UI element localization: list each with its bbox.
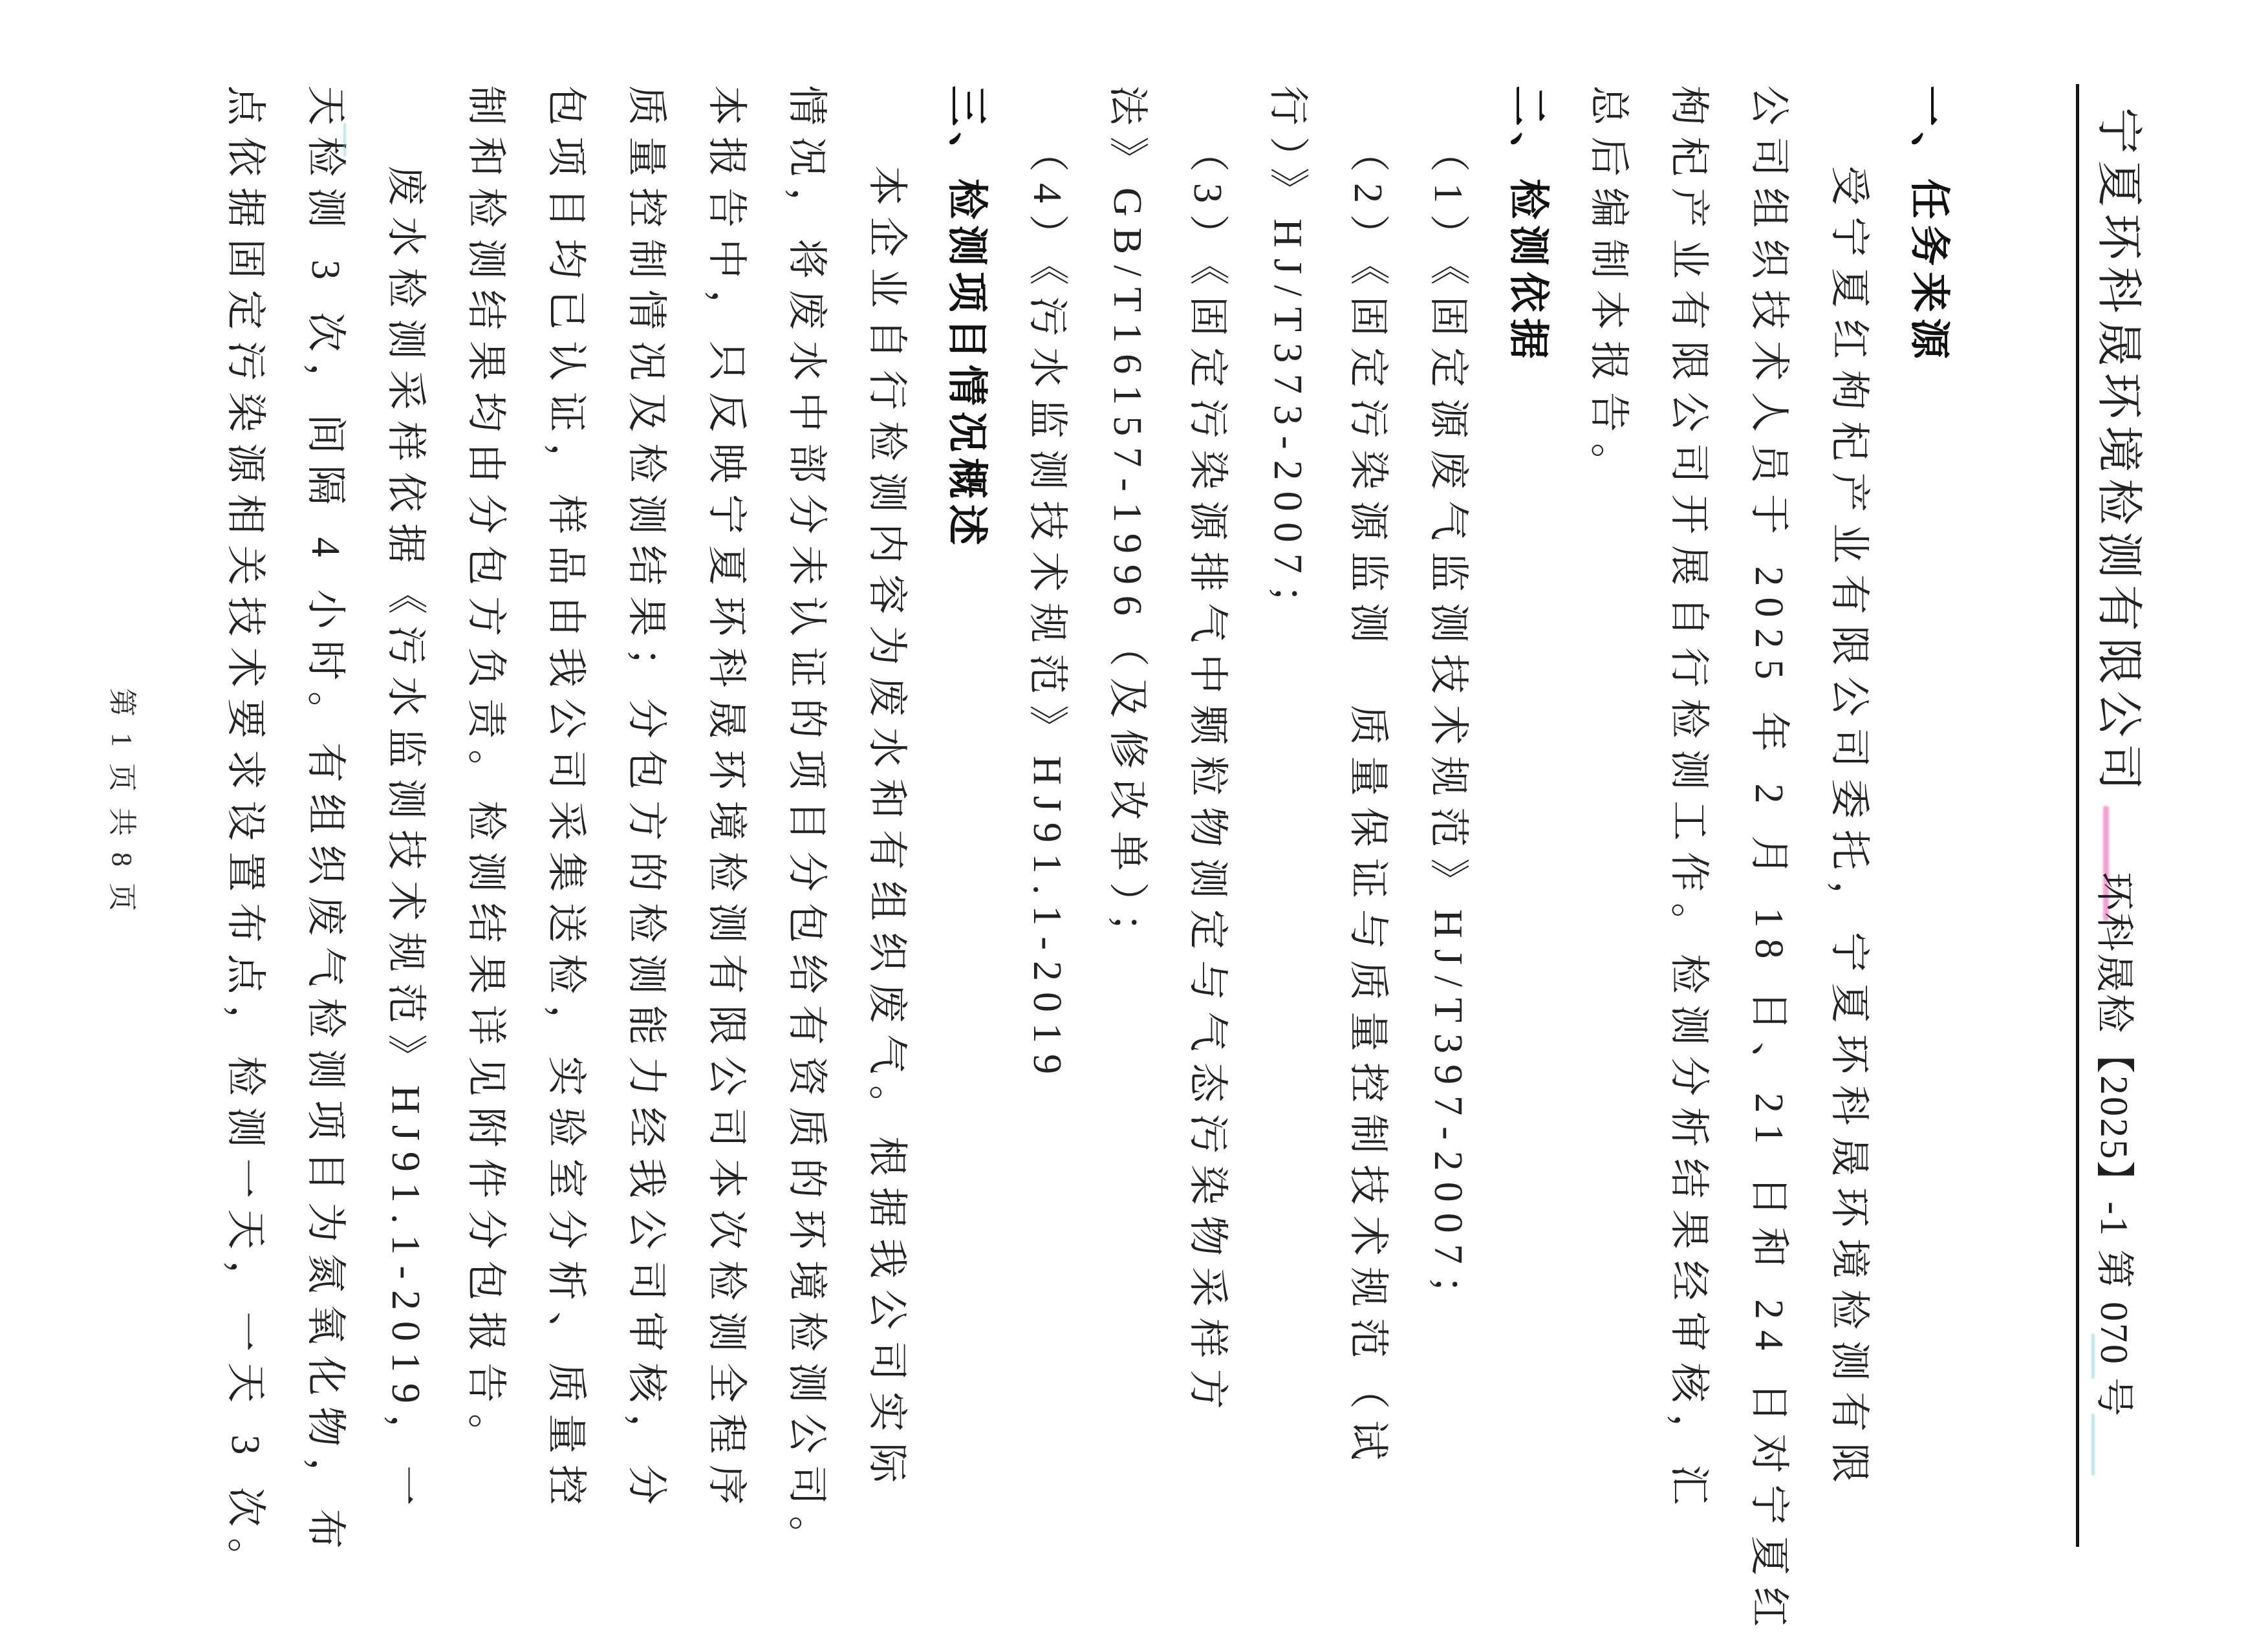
text-line: 行）》HJ/T373-2007；	[1266, 85, 1310, 636]
header-rule	[2076, 84, 2079, 1547]
section-heading: 二、检测依据	[1506, 85, 1551, 365]
document-body	[205, 85, 1969, 1638]
header-doc-number: 环科晟检【2025】-1 第 070 号	[2093, 872, 2135, 1418]
cyan-scan-mark	[2091, 1333, 2095, 1379]
page-footer: 第 1 页 共 8 页	[106, 688, 138, 916]
text-line: 包项目均已认证，样品由我公司采集送检，实验室分析、质量控	[544, 85, 588, 1516]
text-line: 受宁夏红枸杞产业有限公司委托，宁夏环科晟环境检测有限	[1827, 166, 1871, 1494]
cyan-scan-mark	[2091, 1414, 2095, 1476]
header-company-name: 宁夏环科晟环境检测有限公司	[2093, 107, 2144, 797]
section-heading: 三、检测项目情况概述	[944, 85, 989, 551]
text-line: （4）《污水监测技术规范》HJ91.1-2019	[1025, 132, 1069, 1086]
text-line: （1）《固定源废气监测技术规范》HJ/T397-2007；	[1426, 132, 1470, 1326]
text-line: 点依据固定污染源相关技术要求设置布点，检测一天，一天 3 次。	[223, 85, 267, 1590]
text-line: 法》GB/T16157-1996（及修改单）；	[1105, 85, 1149, 964]
cyan-scan-mark	[343, 123, 346, 156]
text-line: 总后编制本报告。	[1586, 85, 1630, 495]
text-line: 天检测 3 次，间隔 4 小时。有组织废气检测项目为氮氧化物，布	[303, 85, 347, 1560]
text-line: （2）《固定污染源监测 质量保证与质量控制技术规范（试	[1346, 132, 1390, 1472]
text-line: 制和检测结果均由分包方负责。检测结果详见附件分包报告。	[464, 85, 508, 1465]
text-line: 情况，将废水中部分未认证的项目分包给有资质的环境检测公司。	[784, 85, 828, 1568]
section-heading: 一、任务来源	[1906, 85, 1952, 365]
text-line: 枸杞产业有限公司开展自行检测工作。检测分析结果经审核，汇	[1667, 85, 1711, 1516]
text-line: 公司组织技术人员于 2025 年 2 月 18 日、21 日和 24 日对宁夏红	[1747, 85, 1791, 1638]
text-line: （3）《固定污染源排气中颗粒物测定与气态污染物采样方	[1185, 132, 1229, 1421]
text-line: 本报告中，只反映宁夏环科晟环境检测有限公司本次检测全程序	[704, 85, 748, 1516]
text-line: 废水检测采样依据《污水监测技术规范》HJ91.1-2019，一	[383, 166, 427, 1517]
text-line: 本企业自行检测内容为废水和有组织废气。根据我公司实际	[865, 166, 909, 1494]
text-line: 质量控制情况及检测结果；分包方的检测能力经我公司审核，分	[624, 85, 668, 1516]
